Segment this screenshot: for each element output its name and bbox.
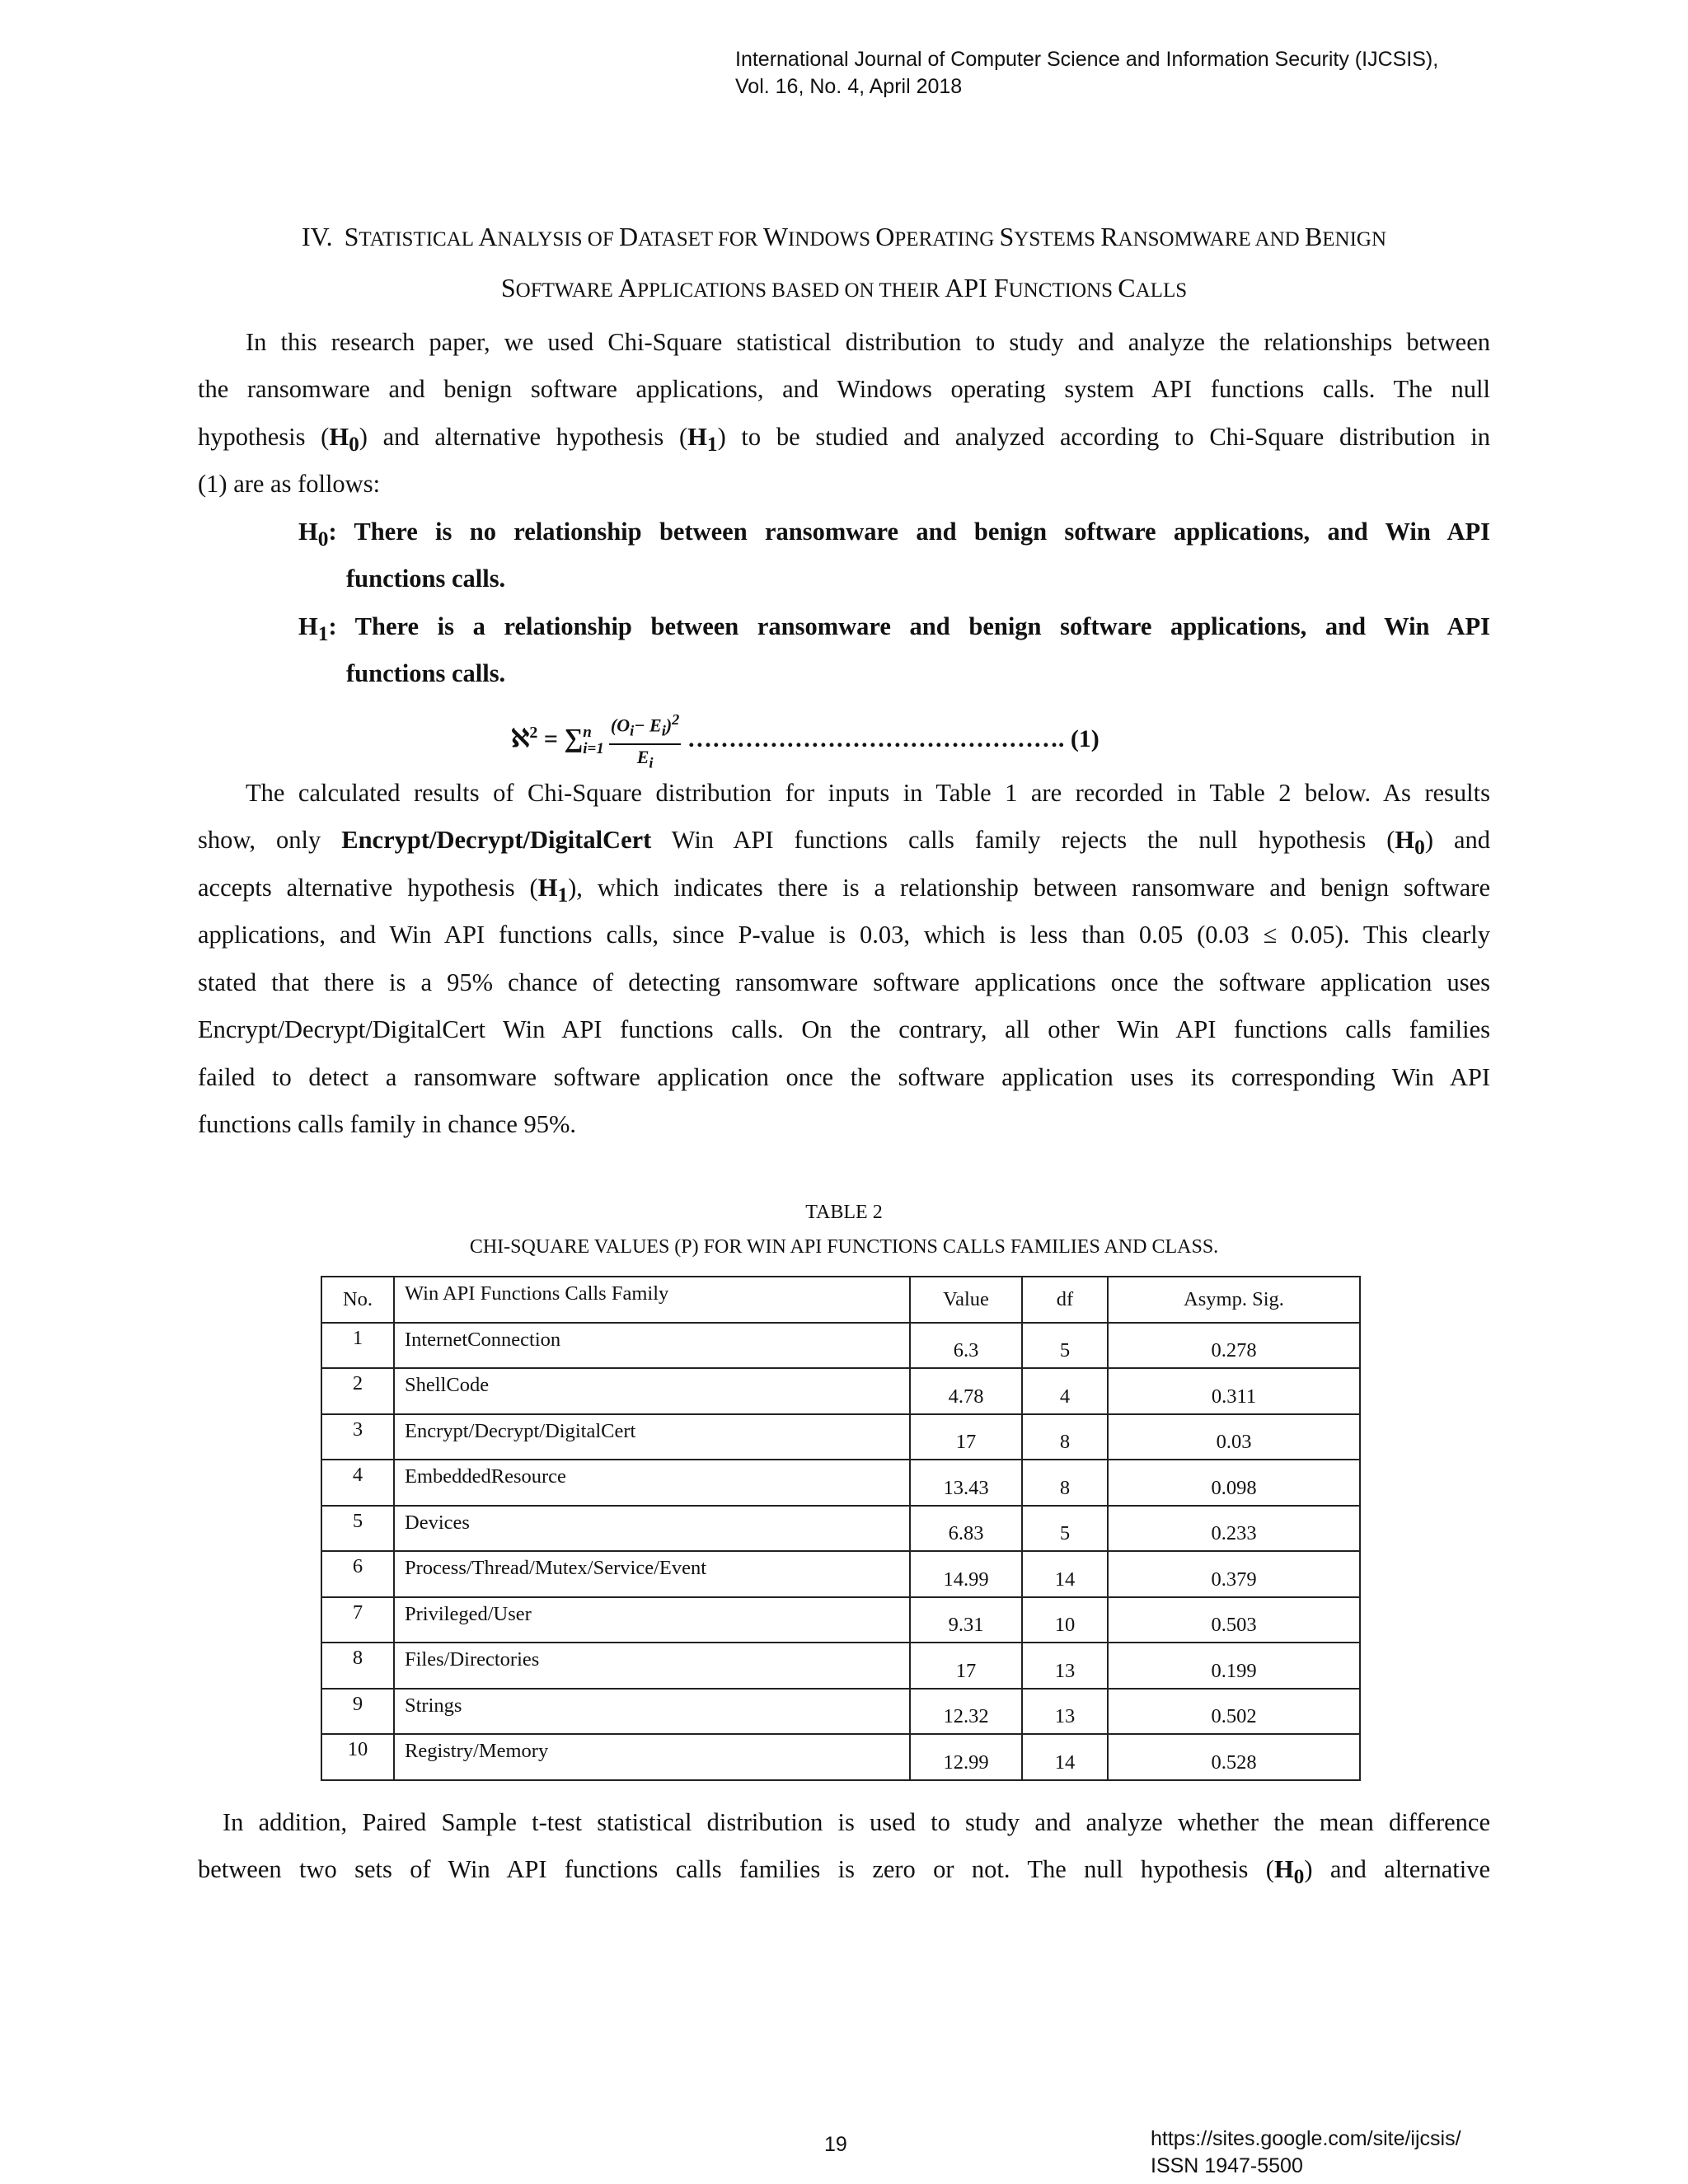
header-sig: Asymp. Sig. bbox=[1108, 1277, 1360, 1323]
journal-title: International Journal of Computer Science and Information Security (IJCSIS), bbox=[735, 48, 1439, 71]
table-caption: CHI-SQUARE VALUES (P) FOR WIN API FUNCTIONS CALLS FAMILIES AND CLASS. bbox=[469, 1236, 1219, 1258]
row-number: 5 bbox=[321, 1506, 394, 1552]
row-sig: 0.199 bbox=[1108, 1643, 1360, 1689]
row-sig: 0.278 bbox=[1108, 1323, 1360, 1369]
row-family: EmbeddedResource bbox=[394, 1460, 910, 1506]
row-value: 12.32 bbox=[910, 1689, 1022, 1735]
section-title-part: S bbox=[999, 222, 1015, 251]
journal-volume: Vol. 16, No. 4, April 2018 bbox=[735, 75, 963, 98]
row-sig: 0.502 bbox=[1108, 1689, 1360, 1735]
results-line-5: stated that there is a 95% chance of detecting ransomware software applications once the software application uses bbox=[198, 968, 1490, 996]
section-number: IV. bbox=[301, 222, 333, 251]
row-value: 13.43 bbox=[910, 1460, 1022, 1506]
section-title-part: C bbox=[1118, 273, 1136, 302]
row-family: Registry/Memory bbox=[394, 1734, 910, 1780]
row-family: Strings bbox=[394, 1689, 910, 1735]
row-df: 13 bbox=[1022, 1643, 1108, 1689]
section-title-part: PERATING bbox=[894, 228, 1000, 251]
results-line-8: functions calls family in chance 95%. bbox=[198, 1110, 577, 1138]
results-line-3: accepts alternative hypothesis $(H_1)$, which indicates there is a relationship between ransomware and benign software bbox=[198, 874, 1490, 907]
journal-header bbox=[735, 46, 1438, 101]
section-title-part: ALLS bbox=[1135, 279, 1188, 302]
section-heading bbox=[198, 213, 1490, 315]
header-df: df bbox=[1022, 1277, 1108, 1323]
closing-line-1: In addition, Paired Sample t-test statistical distribution is used to study and analyze whether the mean difference bbox=[223, 1808, 1490, 1836]
row-df: 13 bbox=[1022, 1689, 1108, 1735]
intro-line-3: hypothesis $(H_0)$ and alternative hypothesis $(H_1)$ to be studied and analyzed according to Chi-Square distribution in bbox=[198, 423, 1491, 457]
intro-line-1: In this research paper, we used Chi-Square statistical distribution to study and analyze the relationships between bbox=[246, 328, 1490, 356]
results-line-7: failed to detect a ransomware software application once the software application uses its corresponding Win API bbox=[198, 1063, 1490, 1091]
section-title-part: B bbox=[1304, 222, 1323, 251]
row-value: 17 bbox=[910, 1414, 1022, 1460]
row-value: 6.83 bbox=[910, 1506, 1022, 1552]
results-line-4: applications, and Win API functions calls, since P-value is 0.03, which is less than 0.05 (0.03 ≤ 0.05). This clearly bbox=[198, 921, 1490, 949]
row-value: 12.99 bbox=[910, 1734, 1022, 1780]
section-title-part: INDOWS bbox=[788, 228, 876, 251]
row-number: 8 bbox=[321, 1643, 394, 1689]
section-title-part: ATASET FOR bbox=[638, 228, 763, 251]
section-title-part: PPLICATIONS BASED ON THEIR bbox=[637, 279, 945, 302]
row-df: 8 bbox=[1022, 1460, 1108, 1506]
results-line-2: show, only Encrypt/Decrypt/DigitalCert Win API functions calls family rejects the null hypothesis $(H_0)$ and bbox=[198, 826, 1490, 860]
closing-line-2: between two sets of Win API functions calls families is zero or not. The null hypothesis $(H_0)$ and alternative bbox=[198, 1855, 1490, 1889]
section-title-part: NALYSIS OF bbox=[497, 228, 619, 251]
table-row bbox=[321, 1460, 1360, 1506]
row-number: 10 bbox=[321, 1734, 394, 1780]
header-value: Value bbox=[910, 1277, 1022, 1323]
row-family: Privileged/User bbox=[394, 1597, 910, 1643]
section-title-part: A bbox=[617, 273, 638, 302]
row-df: 14 bbox=[1022, 1734, 1108, 1780]
row-df: 14 bbox=[1022, 1551, 1108, 1597]
null-hypothesis: $H_0$: There is no relationship between ransomware and benign software applications, and Win API bbox=[298, 518, 1490, 551]
alternative-hypothesis-cont: functions calls. bbox=[346, 659, 506, 687]
section-title-part: A bbox=[478, 222, 498, 251]
row-df: 5 bbox=[1022, 1506, 1108, 1552]
row-sig: 0.503 bbox=[1108, 1597, 1360, 1643]
row-df: 5 bbox=[1022, 1323, 1108, 1369]
section-title-part: API F bbox=[945, 273, 1009, 302]
table-row bbox=[321, 1597, 1360, 1643]
table-row bbox=[321, 1368, 1360, 1414]
row-value: 4.78 bbox=[910, 1368, 1022, 1414]
table-row bbox=[321, 1734, 1360, 1780]
row-df: 4 bbox=[1022, 1368, 1108, 1414]
row-number: 2 bbox=[321, 1368, 394, 1414]
row-number: 9 bbox=[321, 1689, 394, 1735]
row-value: 9.31 bbox=[910, 1597, 1022, 1643]
intro-line-4: (1) are as follows: bbox=[198, 470, 381, 498]
table-row bbox=[321, 1323, 1360, 1369]
row-family: ShellCode bbox=[394, 1368, 910, 1414]
table-row bbox=[321, 1551, 1360, 1597]
row-sig: 0.528 bbox=[1108, 1734, 1360, 1780]
intro-line-2: the ransomware and benign software applications, and Windows operating system API functions calls. The null bbox=[198, 375, 1490, 403]
row-number: 6 bbox=[321, 1551, 394, 1597]
table-header-row bbox=[321, 1277, 1360, 1323]
table-row bbox=[321, 1414, 1360, 1460]
table-row bbox=[321, 1643, 1360, 1689]
row-value: 14.99 bbox=[910, 1551, 1022, 1597]
row-value: 6.3 bbox=[910, 1323, 1022, 1369]
section-title-part: OFTWARE bbox=[515, 279, 618, 302]
section-heading-line1 bbox=[198, 213, 1490, 264]
row-sig: 0.098 bbox=[1108, 1460, 1360, 1506]
row-value: 17 bbox=[910, 1643, 1022, 1689]
row-sig: 0.233 bbox=[1108, 1506, 1360, 1552]
section-title-part: S bbox=[500, 273, 516, 302]
null-hypothesis-cont: functions calls. bbox=[346, 565, 506, 593]
results-line-6: Encrypt/Decrypt/DigitalCert Win API functions calls. On the contrary, all other Win API functions calls families bbox=[198, 1015, 1490, 1043]
row-number: 1 bbox=[321, 1323, 394, 1369]
section-title-line1 bbox=[344, 222, 1387, 251]
alternative-hypothesis: $H_1$: There is a relationship between ransomware and benign software applications, and Win API bbox=[298, 612, 1490, 646]
row-df: 8 bbox=[1022, 1414, 1108, 1460]
row-sig: 0.03 bbox=[1108, 1414, 1360, 1460]
section-title-part: UNCTIONS bbox=[1008, 279, 1118, 302]
row-number: 3 bbox=[321, 1414, 394, 1460]
table-body bbox=[321, 1323, 1360, 1780]
table-row bbox=[321, 1506, 1360, 1552]
section-title-part: ENIGN bbox=[1322, 228, 1387, 251]
row-family: Files/Directories bbox=[394, 1643, 910, 1689]
header-no: No. bbox=[321, 1277, 394, 1323]
section-title-line2 bbox=[198, 264, 1490, 315]
row-family: Process/Thread/Mutex/Service/Event bbox=[394, 1551, 910, 1597]
header-family: Win API Functions Calls Family bbox=[394, 1277, 910, 1323]
section-title-part: S bbox=[344, 222, 359, 251]
chi-square-equation: ℵ$^2$ = ∑ n i=1 $\frac{(O_i- E_i)^2}{E_i}$ ………………………………………. (1) bbox=[511, 707, 1100, 775]
results-line-1: The calculated results of Chi-Square distribution for inputs in Table 1 are recorded in Table 2 below. As results bbox=[246, 779, 1490, 807]
row-sig: 0.311 bbox=[1108, 1368, 1360, 1414]
section-title-part: O bbox=[875, 222, 895, 251]
section-title-part: TATISTICAL bbox=[359, 228, 479, 251]
row-number: 7 bbox=[321, 1597, 394, 1643]
row-family: InternetConnection bbox=[394, 1323, 910, 1369]
row-family: Devices bbox=[394, 1506, 910, 1552]
row-df: 10 bbox=[1022, 1597, 1108, 1643]
chi-square-table bbox=[321, 1276, 1361, 1781]
section-title-part: ANSOMWARE AND bbox=[1118, 228, 1305, 251]
section-title-part: YSTEMS bbox=[1014, 228, 1101, 251]
table-label: TABLE 2 bbox=[805, 1202, 883, 1223]
journal-url: https://sites.google.com/site/ijcsis/ bbox=[1151, 2127, 1461, 2150]
section-title-part: D bbox=[619, 222, 639, 251]
footer-info bbox=[1151, 2125, 1461, 2180]
row-family: Encrypt/Decrypt/DigitalCert bbox=[394, 1414, 910, 1460]
issn: ISSN 1947-5500 bbox=[1151, 2154, 1303, 2177]
section-title-part: R bbox=[1100, 222, 1118, 251]
row-number: 4 bbox=[321, 1460, 394, 1506]
table-row bbox=[321, 1689, 1360, 1735]
row-sig: 0.379 bbox=[1108, 1551, 1360, 1597]
page-number: 19 bbox=[824, 2133, 847, 2156]
section-title-part: W bbox=[762, 222, 789, 251]
